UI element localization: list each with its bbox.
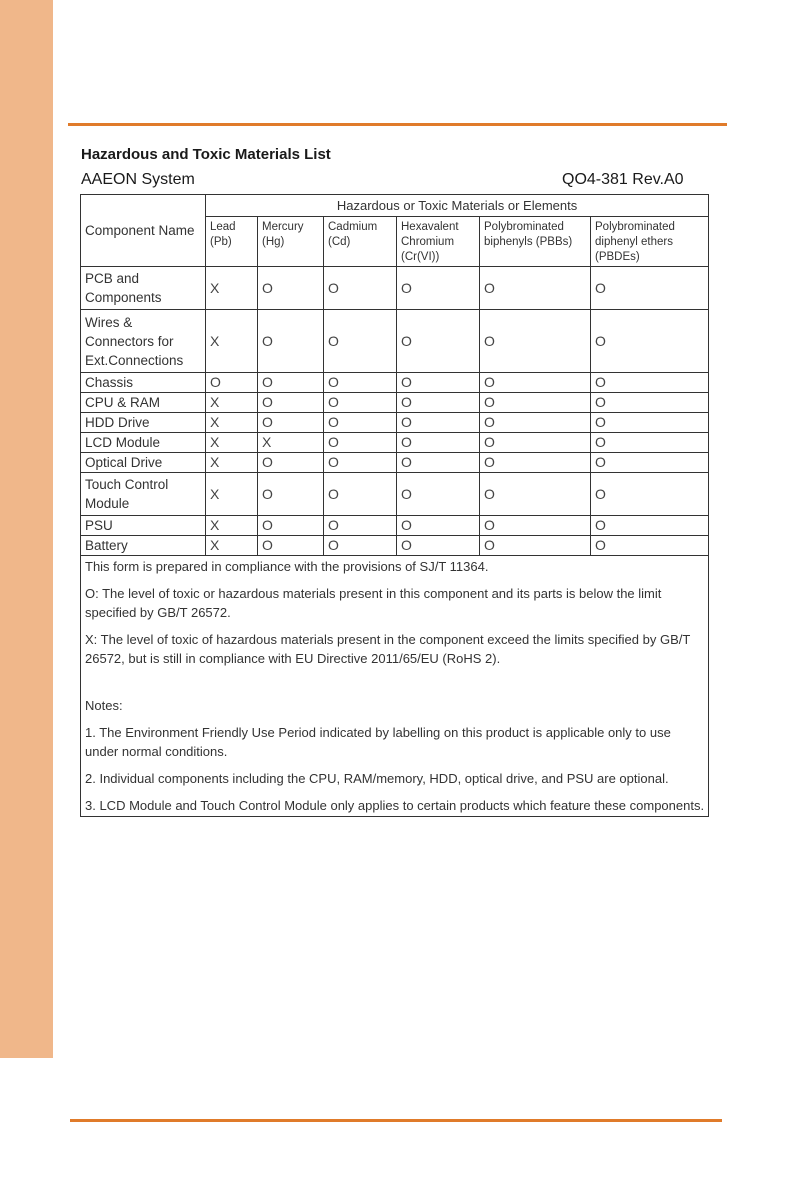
component-name: PSU	[81, 516, 206, 536]
material-value: O	[324, 536, 397, 556]
materials-group-header: Hazardous or Toxic Materials or Elements	[206, 195, 709, 217]
material-value: X	[206, 433, 258, 453]
side-color-band	[0, 0, 53, 1058]
material-value: O	[324, 413, 397, 433]
table-row	[81, 267, 709, 310]
table-row	[81, 373, 709, 393]
material-value: O	[480, 536, 591, 556]
material-value: O	[397, 310, 480, 373]
material-value: O	[591, 413, 709, 433]
notes-heading: Notes:	[85, 698, 123, 713]
material-value: O	[591, 473, 709, 516]
material-value: O	[258, 393, 324, 413]
document-subtitle: AAEON System	[81, 171, 195, 188]
material-value: O	[397, 413, 480, 433]
column-header-mercury: Mercury (Hg)	[258, 217, 324, 267]
column-header-lead: Lead (Pb)	[206, 217, 258, 267]
column-header-chromium: Hexavalent Chromium (Cr(VI))	[397, 217, 480, 267]
material-value: O	[591, 516, 709, 536]
document-code: QO4-381 Rev.A0	[562, 171, 684, 188]
material-value: O	[324, 267, 397, 310]
material-value: O	[397, 267, 480, 310]
component-name: Chassis	[81, 373, 206, 393]
material-value: O	[480, 413, 591, 433]
material-value: O	[591, 310, 709, 373]
material-value: O	[258, 536, 324, 556]
material-value: X	[206, 473, 258, 516]
material-value: X	[206, 516, 258, 536]
document-title: Hazardous and Toxic Materials List	[81, 146, 331, 163]
note-item: 1. The Environment Friendly Use Period indicated by labelling on this product is applicable only to use under normal conditions.	[85, 725, 671, 759]
material-value: O	[397, 473, 480, 516]
notes-section	[81, 556, 709, 817]
table-row	[81, 453, 709, 473]
material-value: X	[258, 433, 324, 453]
compliance-statement: This form is prepared in compliance with the provisions of SJ/T 11364.	[85, 559, 489, 574]
component-name: Optical Drive	[81, 453, 206, 473]
component-name: PCB and Components	[81, 267, 206, 310]
material-value: O	[591, 453, 709, 473]
table-row	[81, 310, 709, 373]
material-value: O	[258, 413, 324, 433]
material-value: O	[324, 373, 397, 393]
note-item: 3. LCD Module and Touch Control Module only applies to certain products which feature these components.	[85, 798, 705, 813]
material-value: O	[397, 453, 480, 473]
material-value: O	[206, 373, 258, 393]
material-value: O	[397, 433, 480, 453]
material-value: X	[206, 393, 258, 413]
component-name: LCD Module	[81, 433, 206, 453]
material-value: O	[480, 453, 591, 473]
material-value: O	[258, 310, 324, 373]
material-value: X	[206, 267, 258, 310]
component-name: HDD Drive	[81, 413, 206, 433]
component-name: Wires & Connectors for Ext.Connections	[81, 310, 206, 373]
material-value: O	[480, 516, 591, 536]
component-name: Touch Control Module	[81, 473, 206, 516]
component-name-header: Component Name	[81, 195, 206, 267]
table-row	[81, 473, 709, 516]
column-header-cadmium: Cadmium (Cd)	[324, 217, 397, 267]
material-value: O	[591, 433, 709, 453]
o-definition: O: The level of toxic or hazardous materials present in this component and its parts is below the limit specified by GB/T 26572.	[85, 586, 662, 620]
notes-row	[81, 556, 709, 817]
material-value: O	[397, 536, 480, 556]
material-value: O	[324, 433, 397, 453]
material-value: O	[480, 433, 591, 453]
material-value: O	[480, 267, 591, 310]
table-row	[81, 393, 709, 413]
material-value: O	[397, 373, 480, 393]
material-value: O	[591, 373, 709, 393]
x-definition: X: The level of toxic of hazardous materials present in the component exceed the limits specified by GB/T 26572, but is still in compliance with EU Directive 2011/65/EU (RoHS 2).	[85, 632, 691, 666]
material-value: O	[324, 516, 397, 536]
header-rule	[68, 123, 727, 126]
column-header-pbb: Polybrominated biphenyls (PBBs)	[480, 217, 591, 267]
material-value: O	[324, 393, 397, 413]
footer-rule	[70, 1119, 722, 1122]
material-value: O	[480, 373, 591, 393]
material-value: O	[397, 516, 480, 536]
material-value: O	[324, 473, 397, 516]
column-header-pbde: Polybrominated diphenyl ethers (PBDEs)	[591, 217, 709, 267]
hazardous-materials-table	[80, 194, 709, 817]
table-row	[81, 516, 709, 536]
material-value: X	[206, 413, 258, 433]
material-value: O	[324, 310, 397, 373]
material-value: O	[258, 373, 324, 393]
material-value: X	[206, 453, 258, 473]
material-value: O	[591, 536, 709, 556]
material-value: O	[258, 516, 324, 536]
table-row	[81, 413, 709, 433]
material-value: O	[480, 393, 591, 413]
table-row	[81, 433, 709, 453]
material-value: O	[258, 453, 324, 473]
component-name: Battery	[81, 536, 206, 556]
material-value: O	[480, 310, 591, 373]
material-value: O	[591, 267, 709, 310]
material-value: X	[206, 536, 258, 556]
component-name: CPU & RAM	[81, 393, 206, 413]
material-value: O	[591, 393, 709, 413]
material-value: O	[324, 453, 397, 473]
material-value: O	[258, 473, 324, 516]
table-row	[81, 536, 709, 556]
material-value: O	[397, 393, 480, 413]
note-item: 2. Individual components including the CPU, RAM/memory, HDD, optical drive, and PSU are optional.	[85, 771, 669, 786]
material-value: O	[480, 473, 591, 516]
material-value: O	[258, 267, 324, 310]
material-value: X	[206, 310, 258, 373]
